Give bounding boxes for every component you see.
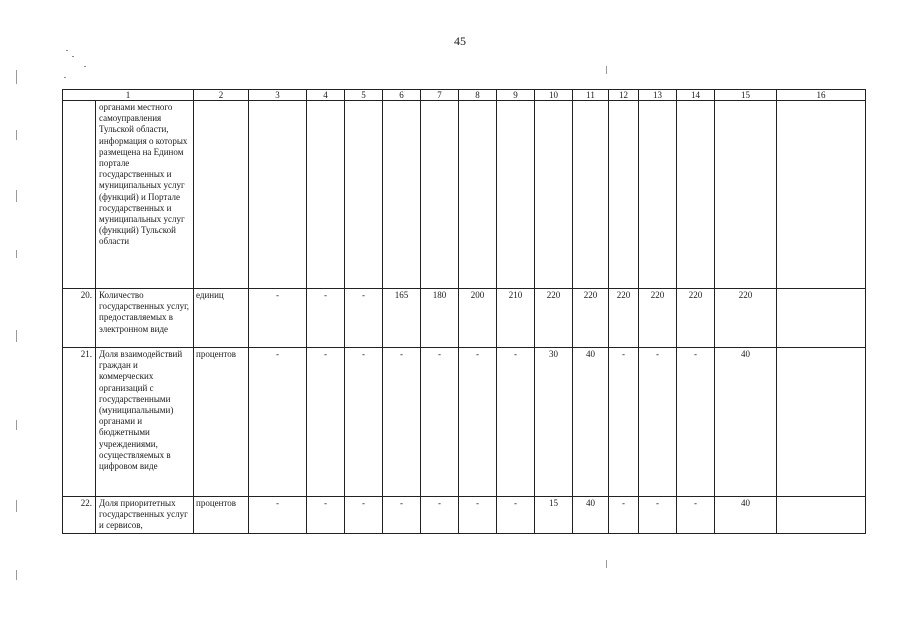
value-cell: 30 <box>535 348 573 497</box>
value-cell: - <box>345 497 383 534</box>
row-number-cell: 20. <box>63 289 96 348</box>
value-cell: - <box>459 497 497 534</box>
table-cell <box>345 101 383 289</box>
value-cell: - <box>677 497 715 534</box>
row-number-cell: 21. <box>63 348 96 497</box>
scan-speck <box>16 250 17 258</box>
column-header: 15 <box>715 90 777 101</box>
indicator-name-cell: Количество государственных услуг, предоставляемых в электронном виде <box>96 289 194 348</box>
scan-speck <box>606 560 607 568</box>
value-cell: 40 <box>715 348 777 497</box>
value-cell: 180 <box>421 289 459 348</box>
table-cell <box>715 101 777 289</box>
scan-speck <box>16 70 17 84</box>
column-header: 7 <box>421 90 459 101</box>
scan-speck <box>16 570 17 580</box>
table-cell <box>677 101 715 289</box>
column-header: 6 <box>383 90 421 101</box>
value-cell: 220 <box>715 289 777 348</box>
table-row <box>63 497 866 534</box>
value-cell: 220 <box>609 289 639 348</box>
column-header: 4 <box>307 90 345 101</box>
table-cell <box>307 101 345 289</box>
unit-cell: процентов <box>194 497 249 534</box>
value-cell: 40 <box>715 497 777 534</box>
value-cell <box>777 348 866 497</box>
row-number-cell <box>63 101 96 289</box>
table-cell <box>421 101 459 289</box>
value-cell: - <box>249 497 307 534</box>
value-cell: - <box>307 348 345 497</box>
table-cell <box>459 101 497 289</box>
scan-speck <box>84 66 86 67</box>
scan-speck <box>16 130 17 140</box>
column-header: 3 <box>249 90 307 101</box>
column-header: 12 <box>609 90 639 101</box>
column-header: 9 <box>497 90 535 101</box>
column-header: 14 <box>677 90 715 101</box>
indicator-name-cell: Доля взаимодействий граждан и коммерческих организаций с государственными (муниципальными) органами и бюджетными учреждениями, осуществляемых в цифровом виде <box>96 348 194 497</box>
value-cell: - <box>421 497 459 534</box>
page-number: 45 <box>454 34 466 48</box>
scan-speck <box>16 420 17 430</box>
column-header: 16 <box>777 90 866 101</box>
table-cell <box>639 101 677 289</box>
value-cell: - <box>639 497 677 534</box>
value-cell: 210 <box>497 289 535 348</box>
value-cell: 220 <box>535 289 573 348</box>
value-cell: - <box>609 348 639 497</box>
value-cell: - <box>609 497 639 534</box>
value-cell: - <box>677 348 715 497</box>
table-cell <box>535 101 573 289</box>
value-cell: 220 <box>677 289 715 348</box>
unit-cell: процентов <box>194 348 249 497</box>
scan-speck <box>64 77 66 78</box>
column-header: 10 <box>535 90 573 101</box>
value-cell: - <box>345 348 383 497</box>
column-header: 8 <box>459 90 497 101</box>
table-cell <box>383 101 421 289</box>
value-cell: - <box>421 348 459 497</box>
value-cell: 165 <box>383 289 421 348</box>
table-cell <box>194 101 249 289</box>
value-cell: 220 <box>573 289 609 348</box>
indicators-table <box>62 89 866 534</box>
indicator-name-cell: Доля приоритетных государственных услуг и сервисов, <box>96 497 194 534</box>
value-cell: - <box>345 289 383 348</box>
scan-speck <box>66 50 68 51</box>
table-cell <box>777 101 866 289</box>
table-row <box>63 101 866 289</box>
value-cell: 200 <box>459 289 497 348</box>
table-cell <box>609 101 639 289</box>
table-row <box>63 348 866 497</box>
table-cell <box>497 101 535 289</box>
value-cell: 220 <box>639 289 677 348</box>
column-header: 13 <box>639 90 677 101</box>
value-cell: 40 <box>573 348 609 497</box>
table-header-row <box>63 90 866 101</box>
column-header: 2 <box>194 90 249 101</box>
value-cell: - <box>383 497 421 534</box>
value-cell: - <box>497 497 535 534</box>
value-cell: 40 <box>573 497 609 534</box>
value-cell: - <box>307 289 345 348</box>
column-header: 11 <box>573 90 609 101</box>
row-number-cell: 22. <box>63 497 96 534</box>
scan-speck <box>606 66 607 74</box>
value-cell <box>777 289 866 348</box>
indicator-name-cell: органами местного самоуправления Тульской области, информация о которых размещена на Едином портале государственных и муниципальных услуг (функций) и Портале государственных и муниципальных услуг (функций) Тульской области <box>96 101 194 289</box>
table-row <box>63 289 866 348</box>
unit-cell: единиц <box>194 289 249 348</box>
value-cell: - <box>249 348 307 497</box>
column-header: 1 <box>63 90 194 101</box>
scan-speck <box>72 56 74 57</box>
value-cell: - <box>383 348 421 497</box>
value-cell: - <box>459 348 497 497</box>
scan-speck <box>16 500 17 512</box>
value-cell: - <box>307 497 345 534</box>
value-cell: - <box>639 348 677 497</box>
value-cell: - <box>249 289 307 348</box>
value-cell <box>777 497 866 534</box>
table-cell <box>249 101 307 289</box>
value-cell: - <box>497 348 535 497</box>
value-cell: 15 <box>535 497 573 534</box>
table-cell <box>573 101 609 289</box>
column-header: 5 <box>345 90 383 101</box>
scan-speck <box>16 190 17 202</box>
scan-speck <box>16 330 17 342</box>
